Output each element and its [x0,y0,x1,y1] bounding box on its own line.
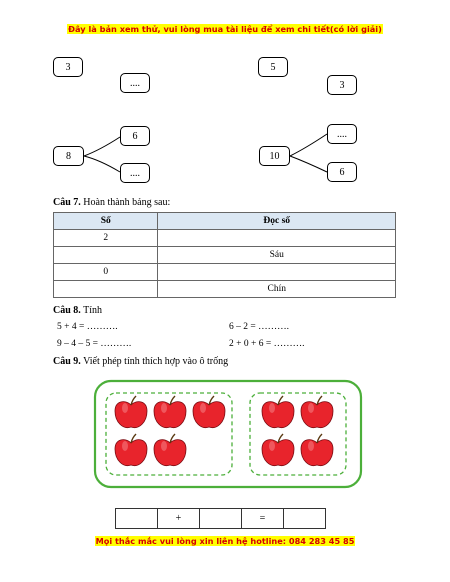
tree-root-box: 8 [53,146,84,166]
table-cell [158,264,396,281]
question-label: Câu 8. [53,305,81,316]
table-cell [54,247,158,264]
apple-icon [262,434,294,466]
answer-cell[interactable] [115,508,158,529]
apple-icon [193,396,225,428]
answer-box: .... [120,73,150,93]
calc-item: 9 – 4 – 5 = ………. [57,339,132,349]
tree-branch-box: 6 [327,162,357,182]
apple-icon [301,434,333,466]
answer-cell[interactable] [283,508,326,529]
apple-icon [262,396,294,428]
apple-icon [115,434,147,466]
question-7 [53,197,170,208]
question-text: Viết phép tính thích hợp vào ô trống [83,356,229,367]
table-cell: 0 [54,264,158,281]
answer-cell[interactable] [199,508,242,529]
table-header: Đọc số [158,213,396,230]
operator-cell: + [157,508,200,529]
number-box: 3 [327,75,357,95]
number-box: 5 [258,57,288,77]
calc-item: 5 + 4 = ………. [57,322,118,332]
tree-branch-box: .... [120,163,150,183]
table-row [54,264,396,281]
apple-icon [154,396,186,428]
apple-icon [154,434,186,466]
number-box: 3 [53,57,83,77]
table-row [54,230,396,247]
table-cell [158,230,396,247]
footer-banner: Mọi thắc mắc vui lòng xin liên hệ hotline: 084 283 45 85 [95,536,355,546]
apples-illustration [92,378,364,490]
number-reading-table [53,212,396,298]
question-8 [53,305,102,316]
table-row [54,247,396,264]
tree-branch-box: .... [327,124,357,144]
tree-connectors [0,0,450,200]
question-label: Câu 7. [53,197,81,208]
apple-icon [301,396,333,428]
tree-root-box: 10 [259,146,290,166]
question-9 [53,356,228,367]
table-cell [54,281,158,298]
question-label: Câu 9. [53,356,81,367]
question-text: Tính [83,305,103,316]
answer-strip [116,508,326,529]
header-banner: Đây là bản xem thử, vui lòng mua tài liệu để xem chi tiết(có lời giải) [68,24,382,34]
table-cell: Chín [158,281,396,298]
table-cell: Sáu [158,247,396,264]
apple-icon [115,396,147,428]
operator-cell: = [241,508,284,529]
calc-item: 6 – 2 = ………. [229,322,289,332]
calc-item: 2 + 0 + 6 = ………. [229,339,305,349]
question-text: Hoàn thành bảng sau: [83,197,171,208]
table-cell: 2 [54,230,158,247]
tree-branch-box: 6 [120,126,150,146]
table-row [54,281,396,298]
table-header: Số [54,213,158,230]
